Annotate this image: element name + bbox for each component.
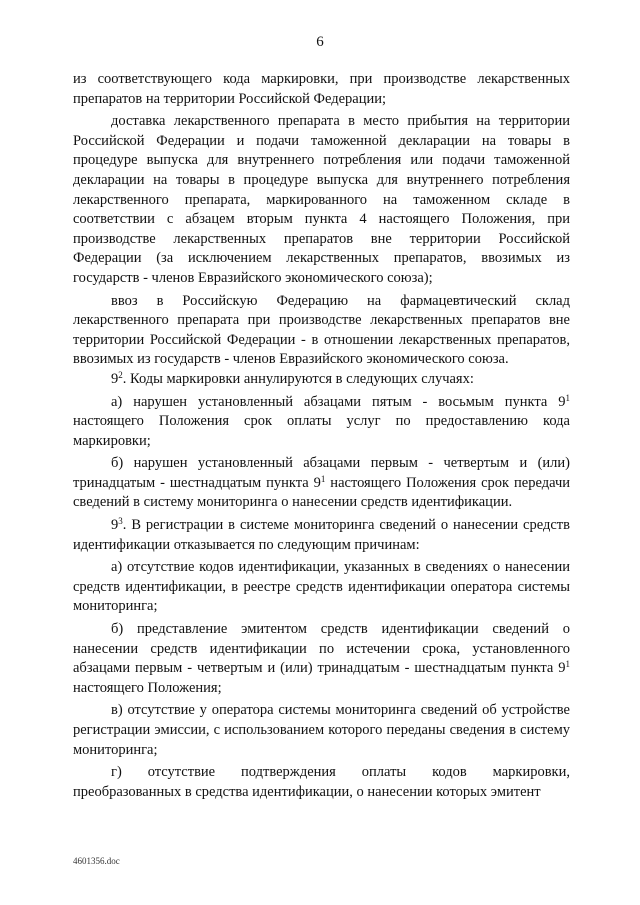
clause-9-3-b-text-end: настоящего Положения; xyxy=(73,679,222,696)
clause-9-2-a-text: а) нарушен установленный абзацами пятым - восьмым пункта 9 xyxy=(111,393,566,410)
clause-9-2-b-superscript: 1 xyxy=(320,473,326,484)
clause-9-3-c: в) отсутствие у оператора системы мониторинга сведений об устройстве регистрации эмиссии, с использованием которого переданы сведения в систему мониторинга; xyxy=(73,702,570,758)
clause-9-3-superscript: 3 xyxy=(118,516,123,527)
clause-9-3-a: а) отсутствие кодов идентификации, указанных в сведениях о нанесении средств идентификации, в реестре средств идентификации оператора системы мониторинга; xyxy=(73,559,570,615)
paragraph-import: ввоз в Российскую Федерацию на фармацевтический склад лекарственного препарата при производстве лекарственных препаратов вне территории Российской Федерации - в отношении лекарственных препаратов, ввозимых из государств - членов Евразийского экономического союза. xyxy=(73,292,570,368)
paragraph-continuation: из соответствующего кода маркировки, при производстве лекарственных препаратов на территории Российской Федерации; xyxy=(73,71,570,107)
document-body xyxy=(73,70,570,805)
clause-9-2-text: . Коды маркировки аннулируются в следующих случаях: xyxy=(122,370,474,387)
clause-9-3 xyxy=(73,516,570,555)
clause-9-2-b xyxy=(73,454,570,513)
paragraph-delivery: доставка лекарственного препарата в место прибытия на территории Российской Федерации и подачи таможенной декларации на товары в процедуре выпуска для внутреннего потребления или подачи таможенной декларации на товары в процедуре выпуска для внутреннего потребления лекарственного препарата, маркированного на таможенном складе в соответствии с абзацем вторым пункта 4 настоящего Положения, при производстве лекарственных препаратов вне территории Российской Федерации (за исключением лекарственных препаратов, ввозимых из государств - членов Евразийского экономического союза); xyxy=(73,113,570,286)
clause-9-2 xyxy=(73,370,570,390)
clause-9-3-b-text: б) представление эмитентом средств идентификации сведений о нанесении средств идентификации по истечении срока, установленного абзацами первым - четвертым и (или) тринадцатым - шестнадцатым пункта 9 xyxy=(73,621,570,677)
clause-9-3-d: г) отсутствие подтверждения оплаты кодов маркировки, преобразованных в средства идентификации, о нанесении которых эмитент xyxy=(73,764,570,800)
clause-9-3-text: . В регистрации в системе мониторинга сведений о нанесении средств идентификации отказывается по следующим причинам: xyxy=(73,517,570,553)
clause-9-3-b-superscript: 1 xyxy=(565,659,570,670)
document-file-code: 4601356.doc xyxy=(73,856,120,866)
clause-9-2-a-text-end: настоящего Положения срок оплаты услуг по предоставлению кода маркировки; xyxy=(73,413,570,449)
clause-9-2-number: 9 xyxy=(111,370,119,387)
clause-9-2-a-superscript: 1 xyxy=(565,392,570,403)
clause-9-3-number: 9 xyxy=(111,517,119,534)
clause-9-3-b xyxy=(73,620,570,698)
clause-9-2-b-text: б) нарушен установленный абзацами первым - четвертым и (или) тринадцатым - шестнадцатым пункта 9 xyxy=(73,455,570,491)
clause-9-2-b-text-end: настоящего Положения срок передачи сведений в систему мониторинга о нанесении средств идентификации. xyxy=(73,474,570,511)
clause-9-2-superscript: 2 xyxy=(118,369,123,380)
page-number: 6 xyxy=(316,34,324,50)
clause-9-2-a xyxy=(73,393,570,452)
